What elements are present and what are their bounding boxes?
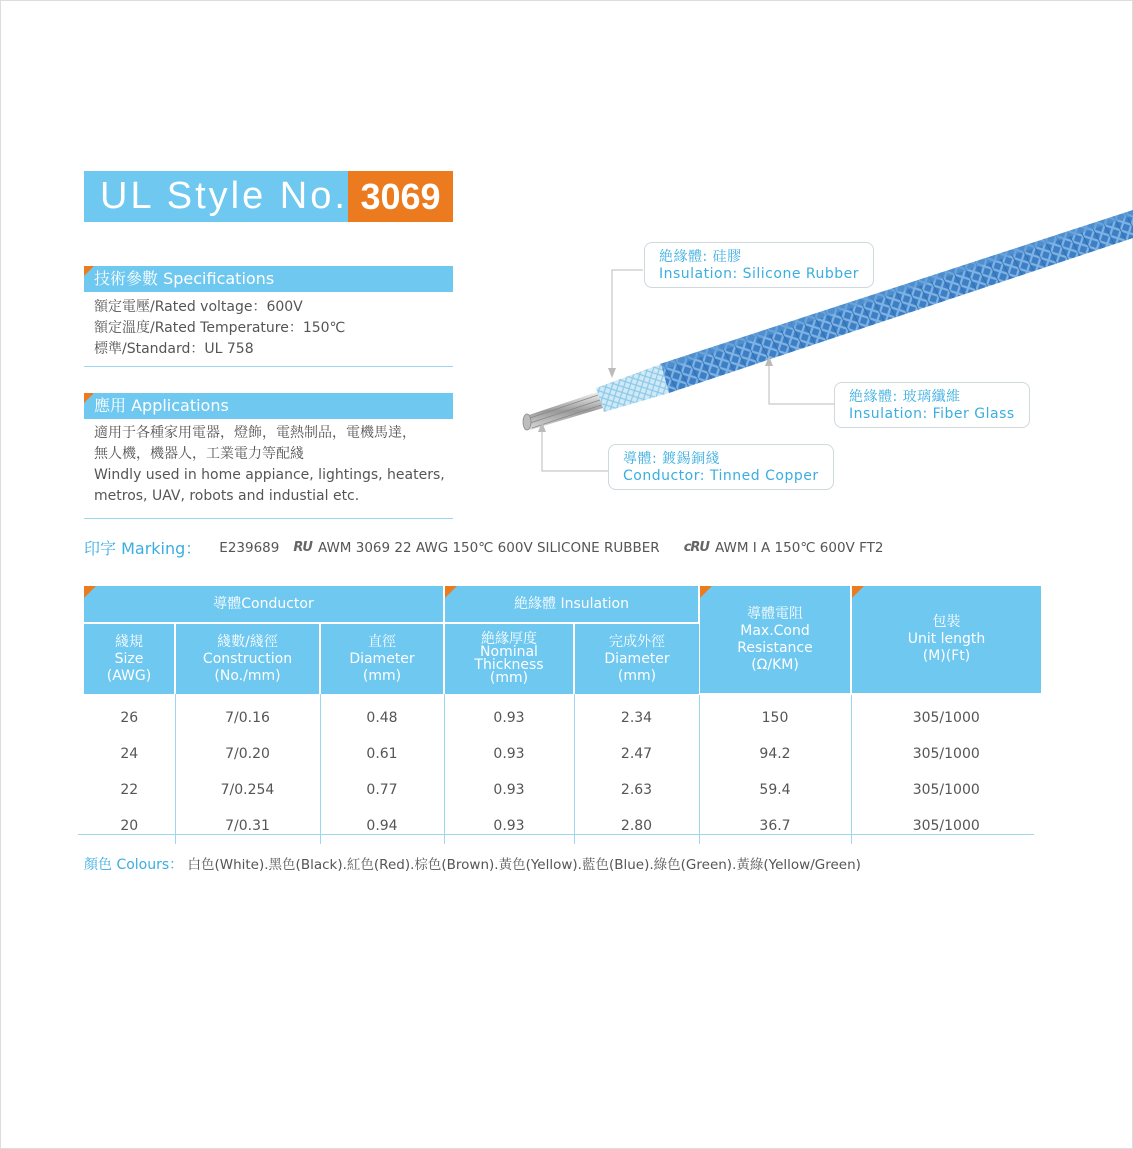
cell-diameter: 0.48 — [320, 694, 444, 736]
diameter-header-unit: (mm) — [362, 667, 402, 684]
cell-size: 20 — [84, 808, 175, 844]
thickness-header-en1: Nominal — [480, 644, 538, 660]
resistance-header-unit: (Ω/KM) — [751, 656, 799, 673]
callout-silicone — [644, 242, 874, 288]
insulation-group-header: 絶緣體 Insulation — [444, 586, 699, 623]
length-header-unit: (M)(Ft) — [922, 648, 971, 664]
callout-fiberglass-cn: 絶緣體: 玻璃纖維 — [849, 389, 961, 405]
cell-outer-diameter: 2.47 — [574, 736, 699, 772]
style-number: 3069 — [348, 171, 453, 222]
size-header-unit: (AWG) — [106, 667, 152, 684]
colours-label: 顏色 Colours： — [84, 857, 184, 873]
resistance-header — [699, 586, 851, 694]
spec-standard: 標準/Standard：UL 758 — [94, 341, 254, 357]
cell-size: 24 — [84, 736, 175, 772]
thickness-header — [444, 623, 574, 694]
thickness-header-cn: 絶緣厚度 — [481, 631, 537, 647]
resistance-header-en2: Resistance — [737, 639, 813, 656]
length-header-cn: 包裝 — [932, 614, 961, 630]
cell-size: 26 — [84, 694, 175, 736]
table-bottom-rule — [78, 834, 1034, 835]
callout-silicone-en: Insulation: Silicone Rubber — [659, 266, 859, 282]
length-header-en: Unit length — [907, 631, 986, 647]
marking-code: E239689 — [219, 539, 280, 556]
spec-temperature: 額定溫度/Rated Temperature：150℃ — [94, 320, 346, 336]
table-row — [84, 694, 1041, 736]
construction-header-en: Construction — [202, 650, 293, 667]
marking-label: 印字 Marking： — [84, 539, 202, 558]
outer-diameter-header-unit: (mm) — [617, 667, 657, 684]
cell-construction: 7/0.254 — [175, 772, 320, 808]
cell-diameter: 0.61 — [320, 736, 444, 772]
app-line-en-1: Windly used in home appiance, lightings, heaters, — [94, 467, 445, 483]
cell-length: 305/1000 — [912, 818, 980, 834]
outer-diameter-header-en: Diameter — [604, 650, 670, 667]
callout-fiberglass-en: Insulation: Fiber Glass — [849, 406, 1015, 422]
specifications-header: 技術參數 Specifications — [84, 266, 453, 292]
callout-conductor-en: Conductor: Tinned Copper — [623, 468, 819, 484]
size-header-cn: 綫規 — [115, 633, 143, 650]
construction-header-cn: 綫數/綫徑 — [217, 633, 278, 650]
callout-conductor — [608, 444, 834, 490]
outer-diameter-header — [574, 623, 699, 694]
title-label: UL Style No. — [84, 171, 348, 222]
cell-size: 22 — [84, 772, 175, 808]
spec-table — [84, 586, 1041, 844]
applications-header: 應用 Applications — [84, 393, 453, 419]
resistance-header-cn: 導體電阻 — [747, 605, 803, 622]
diameter-header-en: Diameter — [349, 650, 415, 667]
length-header — [851, 586, 1041, 694]
colours-text: 白色(White).黑色(Black).紅色(Red).棕色(Brown).黃色(Yellow).藍色(Blue).綠色(Green).黃綠(Yellow/Green) — [187, 857, 861, 873]
cell-resistance: 150 — [699, 694, 851, 736]
cell-outer-diameter: 2.80 — [574, 808, 699, 844]
cell-resistance: 36.7 — [699, 808, 851, 844]
app-line-en-2: metros, UAV, robots and industial etc. — [94, 488, 360, 504]
diameter-header-cn: 直徑 — [368, 633, 396, 650]
cell-length: 305/1000 — [912, 710, 980, 726]
size-header-en: Size — [114, 650, 144, 667]
cell-thickness: 0.93 — [444, 694, 574, 736]
table-row — [84, 772, 1041, 808]
colours-line — [84, 853, 861, 874]
outer-diameter-header-cn: 完成外徑 — [609, 633, 665, 650]
marking-text-1: AWM 3069 22 AWG 150℃ 600V SILICONE RUBBER — [317, 539, 660, 556]
cell-thickness: 0.93 — [444, 772, 574, 808]
callout-silicone-cn: 絶緣體: 硅膠 — [659, 249, 742, 265]
cable-illustration — [0, 0, 1133, 520]
thickness-header-en2: Thickness — [474, 657, 544, 673]
cell-construction: 7/0.31 — [175, 808, 320, 844]
app-line-cn-1: 適用于各種家用電器，燈飾，電熱制品，電機馬達， — [94, 425, 416, 441]
cell-diameter: 0.77 — [320, 772, 444, 808]
conductor-group-header: 導體Conductor — [84, 586, 444, 623]
thickness-header-unit: (mm) — [489, 670, 529, 686]
cell-thickness: 0.93 — [444, 736, 574, 772]
size-header — [84, 623, 175, 694]
callout-conductor-cn: 導體: 鍍錫銅綫 — [623, 451, 721, 467]
spec-voltage: 額定電壓/Rated voltage：600V — [94, 299, 303, 315]
cell-construction: 7/0.16 — [175, 694, 320, 736]
table-row — [84, 736, 1041, 772]
marking-line — [84, 536, 883, 559]
table-row — [84, 808, 1041, 844]
conductor-strands — [526, 392, 603, 430]
cell-resistance: 59.4 — [699, 772, 851, 808]
construction-header-unit: (No./mm) — [214, 667, 281, 684]
cell-length: 305/1000 — [912, 782, 980, 798]
marking-text-2: AWM I A 150℃ 600V FT2 — [714, 539, 884, 556]
ul-recognized-logo: RU — [293, 540, 312, 555]
cell-thickness: 0.93 — [444, 808, 574, 844]
diameter-header — [320, 623, 444, 694]
app-line-cn-2: 無人機，機器人，工業電力等配綫 — [94, 446, 304, 462]
cell-construction: 7/0.20 — [175, 736, 320, 772]
cell-length: 305/1000 — [912, 746, 980, 762]
silicone-layer — [596, 364, 669, 412]
cell-diameter: 0.94 — [320, 808, 444, 844]
cell-outer-diameter: 2.34 — [574, 694, 699, 736]
cul-recognized-logo: cRU — [683, 540, 709, 555]
cell-resistance: 94.2 — [699, 736, 851, 772]
resistance-header-en1: Max.Cond — [740, 622, 810, 639]
callout-fiberglass — [834, 382, 1030, 428]
cell-outer-diameter: 2.63 — [574, 772, 699, 808]
construction-header — [175, 623, 320, 694]
